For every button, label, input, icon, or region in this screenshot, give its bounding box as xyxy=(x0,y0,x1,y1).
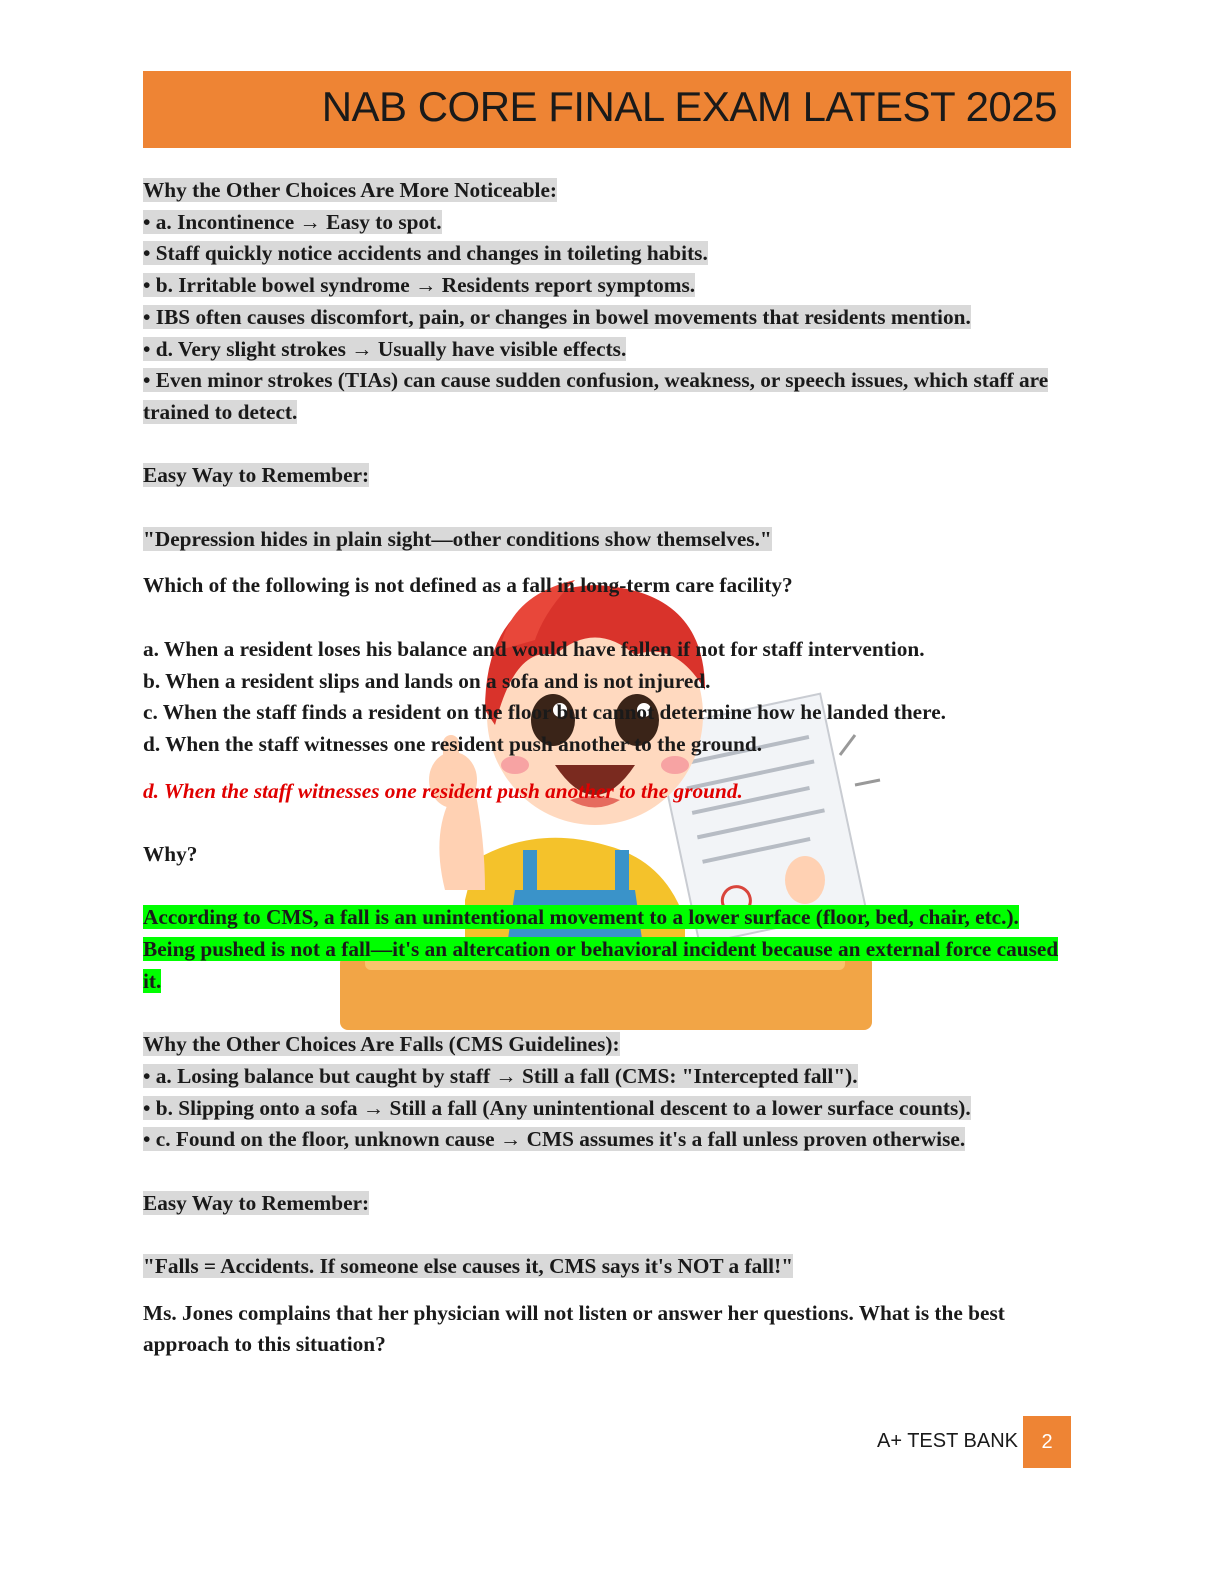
explanation: According to CMS, a fall is an unintentional movement to a lower surface (floor, bed, chair, etc.). Being pushed is not a fall—it's an altercation or behavioral incident because an external force caused it. xyxy=(143,905,1059,993)
section-heading: Why the Other Choices Are Falls (CMS Guidelines): xyxy=(143,1032,620,1057)
remember-quote: "Depression hides in plain sight—other conditions show themselves." xyxy=(143,526,772,551)
page-number: 2 xyxy=(1023,1416,1071,1468)
list-item: • a. Incontinence → Easy to spot. xyxy=(143,209,442,234)
answer-option: a. When a resident loses his balance and would have fallen if not for staff intervention. xyxy=(143,636,925,661)
remember-heading: Easy Way to Remember: xyxy=(143,463,370,488)
question-text: Which of the following is not defined as a fall in long-term care facility? xyxy=(143,573,793,598)
header-title: NAB CORE FINAL EXAM LATEST 2025 xyxy=(321,83,1057,130)
answer-option: c. When the staff finds a resident on the floor but cannot determine how he landed there. xyxy=(143,700,946,725)
list-item: • b. Irritable bowel syndrome → Residents report symptoms. xyxy=(143,273,696,298)
list-item: • Even minor strokes (TIAs) can cause sudden confusion, weakness, or speech issues, which staff are trained to detect. xyxy=(143,368,1049,424)
header-bar xyxy=(143,71,1071,148)
list-item: • b. Slipping onto a sofa → Still a fall (Any unintentional descent to a lower surface counts). xyxy=(143,1095,971,1120)
list-item: • c. Found on the floor, unknown cause → CMS assumes it's a fall unless proven otherwise. xyxy=(143,1127,966,1152)
list-item: • a. Losing balance but caught by staff → Still a fall (CMS: "Intercepted fall"). xyxy=(143,1063,858,1088)
correct-answer: d. When the staff witnesses one resident push another to the ground. xyxy=(143,778,743,803)
list-item: • d. Very slight strokes → Usually have visible effects. xyxy=(143,336,627,361)
answer-option: b. When a resident slips and lands on a sofa and is not injured. xyxy=(143,668,711,693)
remember-heading: Easy Way to Remember: xyxy=(143,1190,370,1215)
section-heading: Why the Other Choices Are More Noticeable: xyxy=(143,178,558,202)
question-text: Ms. Jones complains that her physician will not listen or answer her questions. What is the best approach to this situation? xyxy=(143,1300,1005,1357)
answer-option: d. When the staff witnesses one resident push another to the ground. xyxy=(143,731,763,756)
list-item: • Staff quickly notice accidents and changes in toileting habits. xyxy=(143,241,708,266)
why-label: Why? xyxy=(143,842,198,866)
list-item: • IBS often causes discomfort, pain, or changes in bowel movements that residents mention. xyxy=(143,304,971,329)
footer-label: A+ TEST BANK xyxy=(877,1430,1018,1452)
remember-quote: "Falls = Accidents. If someone else causes it, CMS says it's NOT a fall!" xyxy=(143,1254,794,1279)
document-content xyxy=(143,175,1073,1361)
